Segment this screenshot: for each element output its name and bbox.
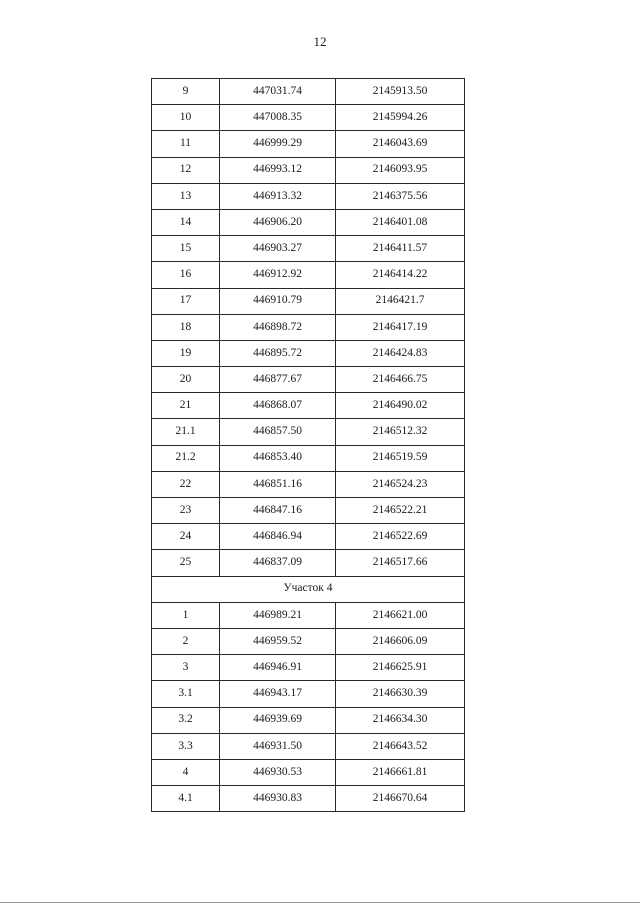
x-coordinate-cell: 446999.29 (220, 131, 336, 157)
table-row (152, 471, 465, 497)
y-coordinate-cell: 2146414.22 (336, 262, 465, 288)
y-coordinate-cell: 2146606.09 (336, 628, 465, 654)
table-row (152, 157, 465, 183)
table-row (152, 262, 465, 288)
point-number-cell: 17 (152, 288, 220, 314)
table-row (152, 498, 465, 524)
page-bottom-rule (0, 902, 640, 903)
x-coordinate-cell: 446930.83 (220, 786, 336, 812)
table-row (152, 209, 465, 235)
x-coordinate-cell: 446946.91 (220, 655, 336, 681)
table-row (152, 786, 465, 812)
table-row (152, 131, 465, 157)
point-number-cell: 4 (152, 759, 220, 785)
y-coordinate-cell: 2146519.59 (336, 445, 465, 471)
coordinates-table (151, 78, 465, 812)
table-row (152, 628, 465, 654)
x-coordinate-cell: 446851.16 (220, 471, 336, 497)
y-coordinate-cell: 2146375.56 (336, 183, 465, 209)
y-coordinate-cell: 2146643.52 (336, 733, 465, 759)
y-coordinate-cell: 2146043.69 (336, 131, 465, 157)
point-number-cell: 14 (152, 209, 220, 235)
x-coordinate-cell: 446847.16 (220, 498, 336, 524)
x-coordinate-cell: 446895.72 (220, 340, 336, 366)
y-coordinate-cell: 2146621.00 (336, 602, 465, 628)
table-row (152, 733, 465, 759)
section-title: Участок 4 (152, 576, 465, 602)
x-coordinate-cell: 446993.12 (220, 157, 336, 183)
y-coordinate-cell: 2146512.32 (336, 419, 465, 445)
point-number-cell: 2 (152, 628, 220, 654)
table-row (152, 340, 465, 366)
y-coordinate-cell: 2146630.39 (336, 681, 465, 707)
x-coordinate-cell: 446930.53 (220, 759, 336, 785)
table-row (152, 445, 465, 471)
x-coordinate-cell: 446959.52 (220, 628, 336, 654)
table-row (152, 79, 465, 105)
coordinates-table-body (152, 79, 465, 812)
point-number-cell: 3.3 (152, 733, 220, 759)
y-coordinate-cell: 2146634.30 (336, 707, 465, 733)
point-number-cell: 10 (152, 105, 220, 131)
y-coordinate-cell: 2145913.50 (336, 79, 465, 105)
y-coordinate-cell: 2146401.08 (336, 209, 465, 235)
x-coordinate-cell: 447008.35 (220, 105, 336, 131)
y-coordinate-cell: 2146625.91 (336, 655, 465, 681)
point-number-cell: 18 (152, 314, 220, 340)
y-coordinate-cell: 2146421.7 (336, 288, 465, 314)
table-row (152, 550, 465, 576)
point-number-cell: 21.1 (152, 419, 220, 445)
point-number-cell: 19 (152, 340, 220, 366)
y-coordinate-cell: 2146411.57 (336, 236, 465, 262)
x-coordinate-cell: 446910.79 (220, 288, 336, 314)
point-number-cell: 13 (152, 183, 220, 209)
y-coordinate-cell: 2146093.95 (336, 157, 465, 183)
point-number-cell: 3.1 (152, 681, 220, 707)
x-coordinate-cell: 446877.67 (220, 367, 336, 393)
point-number-cell: 21.2 (152, 445, 220, 471)
x-coordinate-cell: 446903.27 (220, 236, 336, 262)
table-row (152, 524, 465, 550)
x-coordinate-cell: 446906.20 (220, 209, 336, 235)
point-number-cell: 11 (152, 131, 220, 157)
x-coordinate-cell: 446846.94 (220, 524, 336, 550)
point-number-cell: 9 (152, 79, 220, 105)
x-coordinate-cell: 446943.17 (220, 681, 336, 707)
table-row (152, 602, 465, 628)
y-coordinate-cell: 2146466.75 (336, 367, 465, 393)
x-coordinate-cell: 446939.69 (220, 707, 336, 733)
x-coordinate-cell: 447031.74 (220, 79, 336, 105)
point-number-cell: 1 (152, 602, 220, 628)
section-row (152, 576, 465, 602)
point-number-cell: 3 (152, 655, 220, 681)
point-number-cell: 3.2 (152, 707, 220, 733)
x-coordinate-cell: 446868.07 (220, 393, 336, 419)
table-row (152, 183, 465, 209)
y-coordinate-cell: 2146670.64 (336, 786, 465, 812)
x-coordinate-cell: 446913.32 (220, 183, 336, 209)
y-coordinate-cell: 2145994.26 (336, 105, 465, 131)
point-number-cell: 22 (152, 471, 220, 497)
y-coordinate-cell: 2146524.23 (336, 471, 465, 497)
table-row (152, 681, 465, 707)
y-coordinate-cell: 2146522.69 (336, 524, 465, 550)
point-number-cell: 21 (152, 393, 220, 419)
x-coordinate-cell: 446989.21 (220, 602, 336, 628)
point-number-cell: 23 (152, 498, 220, 524)
table-row (152, 655, 465, 681)
y-coordinate-cell: 2146517.66 (336, 550, 465, 576)
table-row (152, 393, 465, 419)
point-number-cell: 20 (152, 367, 220, 393)
table-row (152, 367, 465, 393)
y-coordinate-cell: 2146661.81 (336, 759, 465, 785)
table-row (152, 419, 465, 445)
y-coordinate-cell: 2146522.21 (336, 498, 465, 524)
point-number-cell: 12 (152, 157, 220, 183)
x-coordinate-cell: 446853.40 (220, 445, 336, 471)
table-row (152, 707, 465, 733)
x-coordinate-cell: 446837.09 (220, 550, 336, 576)
x-coordinate-cell: 446857.50 (220, 419, 336, 445)
point-number-cell: 15 (152, 236, 220, 262)
table-row (152, 236, 465, 262)
x-coordinate-cell: 446931.50 (220, 733, 336, 759)
point-number-cell: 16 (152, 262, 220, 288)
y-coordinate-cell: 2146417.19 (336, 314, 465, 340)
point-number-cell: 25 (152, 550, 220, 576)
point-number-cell: 4.1 (152, 786, 220, 812)
page-number: 12 (313, 34, 327, 49)
x-coordinate-cell: 446898.72 (220, 314, 336, 340)
x-coordinate-cell: 446912.92 (220, 262, 336, 288)
point-number-cell: 24 (152, 524, 220, 550)
table-row (152, 288, 465, 314)
y-coordinate-cell: 2146490.02 (336, 393, 465, 419)
table-row (152, 759, 465, 785)
table-row (152, 314, 465, 340)
table-row (152, 105, 465, 131)
y-coordinate-cell: 2146424.83 (336, 340, 465, 366)
